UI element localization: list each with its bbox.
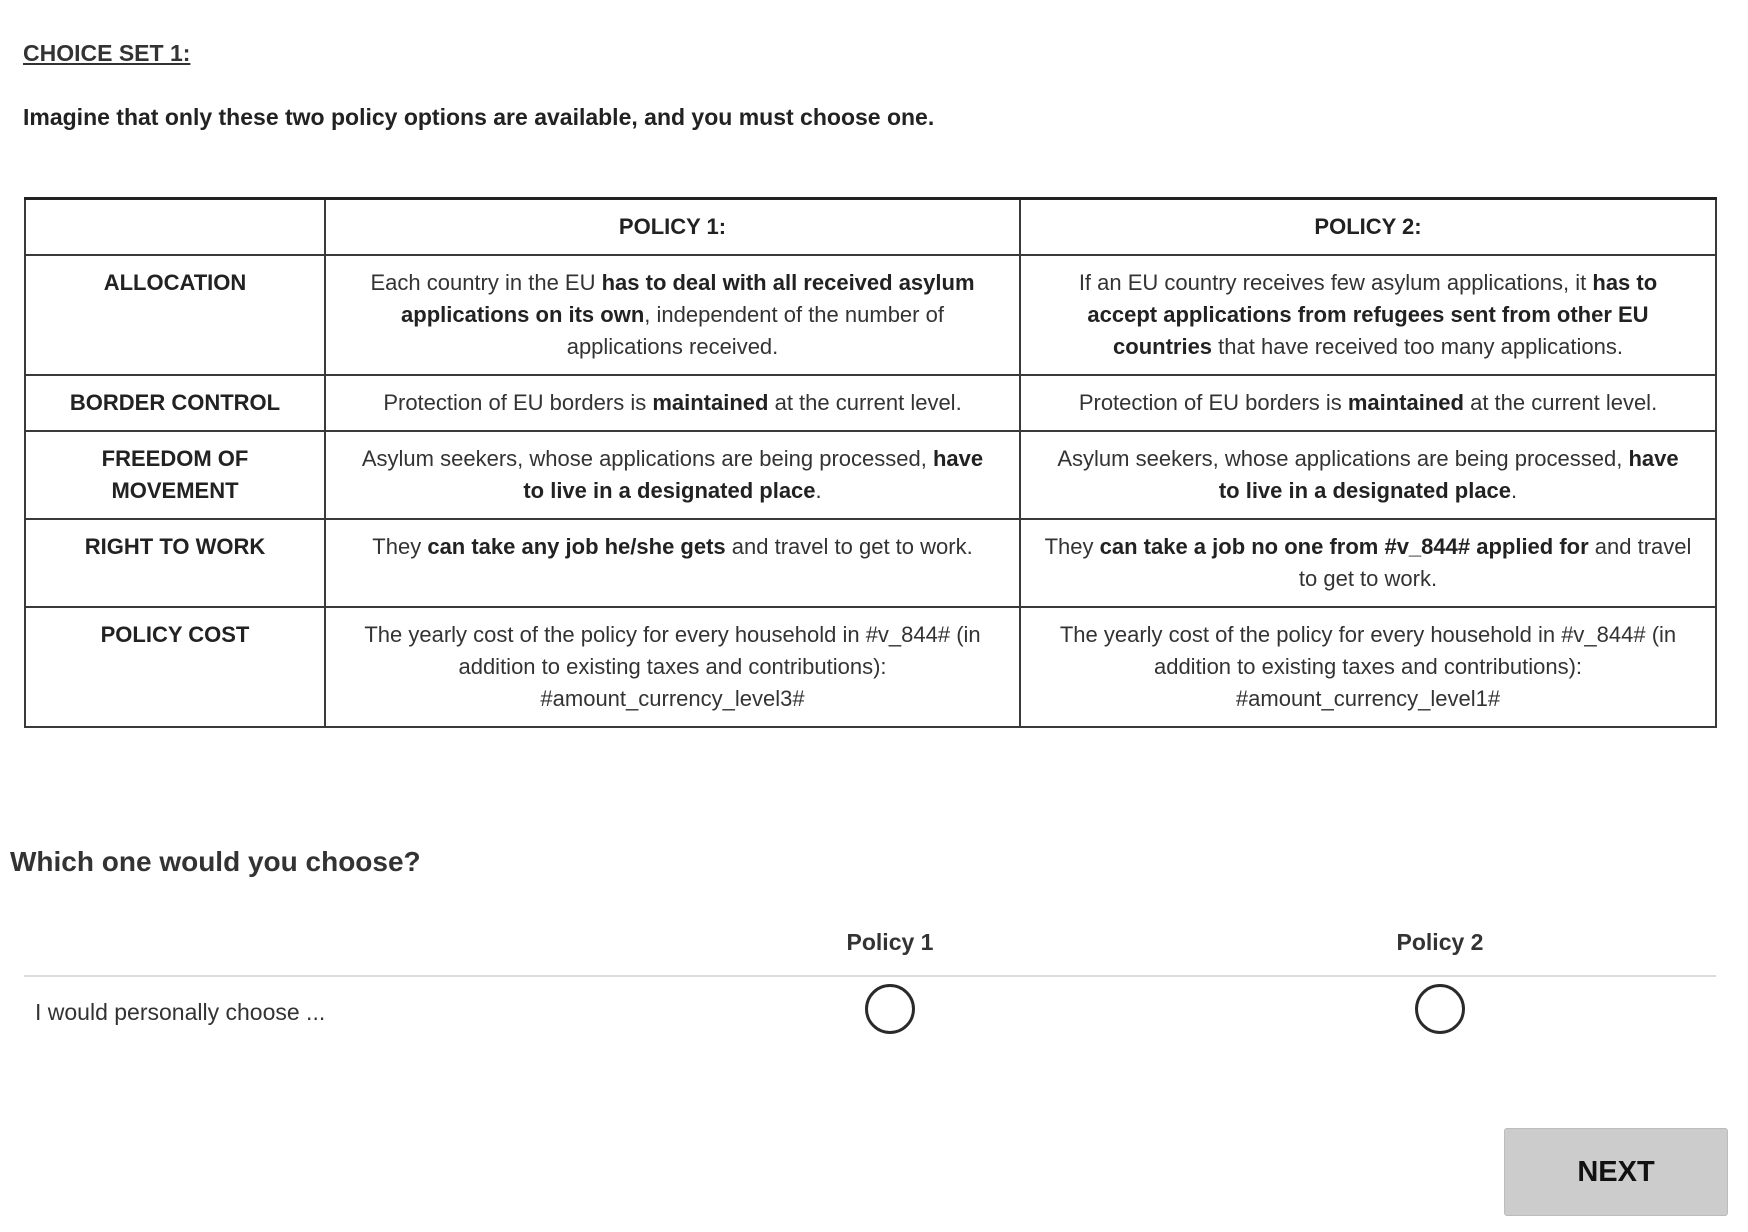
cell-policy-2-right-to-work: They can take a job no one from #v_844# applied for and travel to get to work. xyxy=(1020,519,1716,607)
cell-policy-1-border-control: Protection of EU borders is maintained at the current level. xyxy=(325,375,1020,431)
bold-text: has to deal with all received asylum applications on its own xyxy=(401,270,975,327)
policy-comparison-table xyxy=(24,197,1717,728)
bold-text: maintained xyxy=(652,390,769,415)
table-row-policy-cost xyxy=(25,607,1716,727)
row-label-policy-cost: POLICY COST xyxy=(25,607,325,727)
choice-row-label: I would personally choose ... xyxy=(35,999,326,1025)
next-button[interactable]: NEXT xyxy=(1504,1128,1728,1216)
cell-policy-2-allocation: If an EU country receives few asylum applications, it has to accept applications from refugees sent from other EU countries that have received too many applications. xyxy=(1020,255,1716,375)
table-row-freedom-of-movement xyxy=(25,431,1716,519)
cell-policy-1-allocation: Each country in the EU has to deal with all received asylum applications on its own, independent of the number of applications received. xyxy=(325,255,1020,375)
divider-line xyxy=(24,975,1716,977)
radio-policy-2[interactable] xyxy=(1415,984,1465,1034)
table-header-policy-1: POLICY 1: xyxy=(325,199,1020,256)
row-label-allocation: ALLOCATION xyxy=(25,255,325,375)
table-header-empty xyxy=(25,199,325,256)
bold-text: have to live in a designated place xyxy=(1218,446,1679,503)
row-label-right-to-work: RIGHT TO WORK xyxy=(25,519,325,607)
option-header-policy-1: Policy 1 xyxy=(846,929,934,955)
table-row-allocation xyxy=(25,255,1716,375)
bold-text: maintained xyxy=(1347,390,1464,415)
bold-text: has to accept applications from refugees sent from other EU countries xyxy=(1087,270,1658,359)
bold-text: can take a job no one from #v_844# applied for xyxy=(1099,534,1589,559)
row-label-freedom-of-movement: FREEDOM OF MOVEMENT xyxy=(25,431,325,519)
table-row-border-control xyxy=(25,375,1716,431)
table-row-right-to-work xyxy=(25,519,1716,607)
cell-policy-1-freedom-of-movement: Asylum seekers, whose applications are being processed, have to live in a designated place. xyxy=(325,431,1020,519)
bold-text: can take any job he/she gets xyxy=(427,534,726,559)
question-text: Which one would you choose? xyxy=(10,846,421,877)
table-header-policy-2: POLICY 2: xyxy=(1020,199,1716,256)
row-label-border-control: BORDER CONTROL xyxy=(25,375,325,431)
choice-set-title: CHOICE SET 1: xyxy=(23,40,191,66)
cell-policy-2-freedom-of-movement: Asylum seekers, whose applications are being processed, have to live in a designated place. xyxy=(1020,431,1716,519)
cell-policy-1-right-to-work: They can take any job he/she gets and travel to get to work. xyxy=(325,519,1020,607)
bold-text: have to live in a designated place xyxy=(523,446,984,503)
cell-policy-1-policy-cost: The yearly cost of the policy for every household in #v_844# (in addition to existing taxes and contributions): #amount_currency_level3# xyxy=(325,607,1020,727)
table-header-row xyxy=(25,199,1716,256)
instruction-text: Imagine that only these two policy options are available, and you must choose one. xyxy=(23,104,935,130)
cell-policy-2-border-control: Protection of EU borders is maintained at the current level. xyxy=(1020,375,1716,431)
radio-policy-1[interactable] xyxy=(865,984,915,1034)
cell-policy-2-policy-cost: The yearly cost of the policy for every household in #v_844# (in addition to existing taxes and contributions): #amount_currency_level1# xyxy=(1020,607,1716,727)
option-header-policy-2: Policy 2 xyxy=(1396,929,1484,955)
